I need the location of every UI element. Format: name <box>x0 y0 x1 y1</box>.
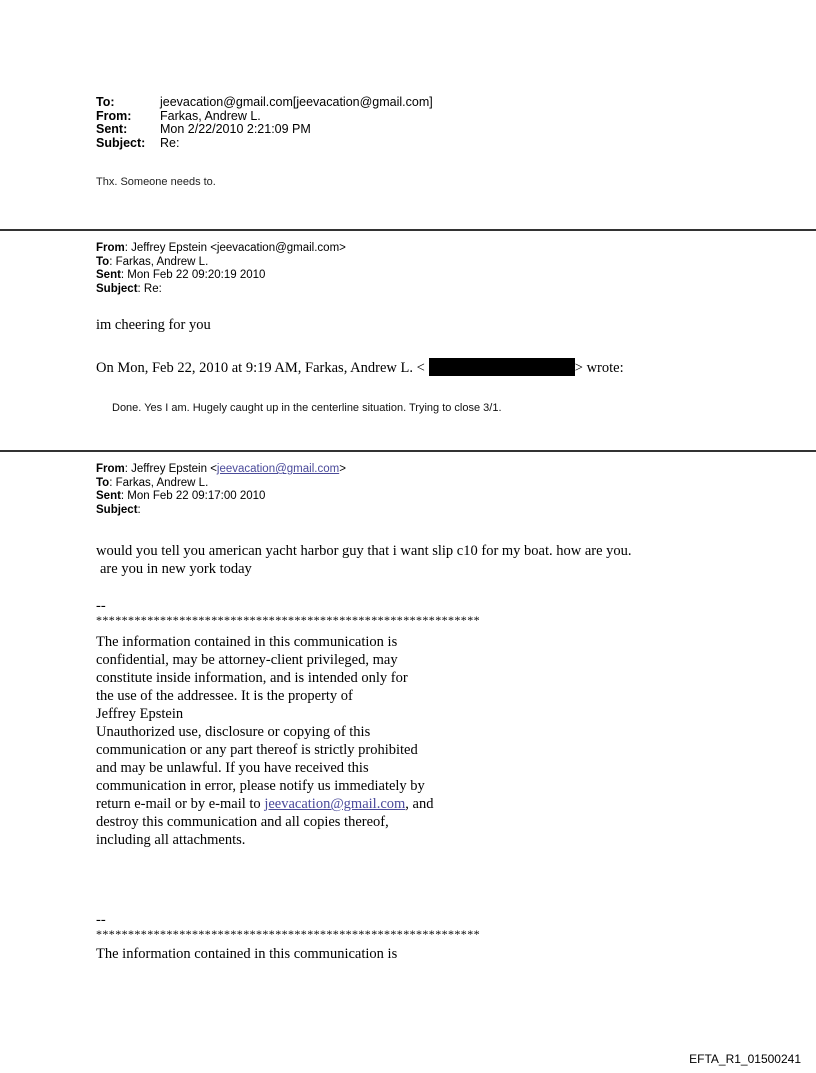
disclaimer-line: Jeffrey Epstein <box>96 706 184 722</box>
email1-body: Thx. Someone needs to. <box>96 176 216 188</box>
redaction-box <box>429 358 575 376</box>
from-label: From: <box>96 108 132 123</box>
email3-body-line2: are you in new york today <box>100 561 252 577</box>
subject-value: Re: <box>160 135 180 150</box>
disclaimer-line: destroy this communication and all copies thereof, <box>96 814 389 830</box>
subject-label: Subject <box>96 282 138 295</box>
to-value: jeevacation@gmail.com[jeevacation@gmail.com] <box>160 95 433 109</box>
from-suffix: > <box>339 463 346 475</box>
disclaimer-line: including all attachments. <box>96 832 246 848</box>
disclaimer-email-link[interactable]: jeevacation@gmail.com <box>264 796 406 812</box>
disclaimer-line: constitute inside information, and is intended only for <box>96 670 408 686</box>
sent-value: : Mon Feb 22 09:20:19 2010 <box>120 269 266 281</box>
email3-to-row <box>96 477 346 491</box>
sent-value: : Mon Feb 22 09:17:00 2010 <box>120 490 266 502</box>
from-email-link[interactable]: jeevacation@gmail.com <box>216 463 340 475</box>
subject-label: Subject <box>96 503 138 516</box>
divider-1 <box>0 229 816 231</box>
email2-to-row <box>96 256 346 270</box>
disclaimer-line: The information contained in this communication is <box>96 634 398 650</box>
from-value: Farkas, Andrew L. <box>160 108 261 123</box>
sig-stars: ************************************************************ <box>96 613 480 627</box>
email2-subject-row <box>96 283 346 297</box>
email1-to-row <box>96 96 433 110</box>
email1-header <box>96 96 433 150</box>
email3-sent-row <box>96 490 346 504</box>
disclaimer-line: communication or any part thereof is strictly prohibited <box>96 742 418 758</box>
to-label: To <box>96 476 110 489</box>
to-value: : Farkas, Andrew L. <box>109 476 209 489</box>
sig2-dashes: -- <box>96 912 106 928</box>
email3-header <box>96 463 346 517</box>
from-label: From <box>96 463 125 475</box>
sent-value: Mon 2/22/2010 2:21:09 PM <box>160 122 311 136</box>
disclaimer-line: confidential, may be attorney-client privileged, may <box>96 652 398 668</box>
to-value: : Farkas, Andrew L. <box>109 255 209 268</box>
disclaimer-line: Unauthorized use, disclosure or copying of this <box>96 724 371 740</box>
subject-value: : <box>137 503 141 516</box>
email3-from-row <box>96 463 346 477</box>
disclaimer-line: communication in error, please notify us immediately by <box>96 778 425 794</box>
from-label: From <box>96 242 125 254</box>
sig-dashes: -- <box>96 598 106 614</box>
sent-label: Sent <box>96 269 121 281</box>
to-label: To: <box>96 95 115 109</box>
email3-subject-row <box>96 504 346 518</box>
disclaimer-email-suffix: , and <box>405 796 434 812</box>
disclaimer <box>96 633 433 849</box>
from-prefix: : Jeffrey Epstein < <box>124 463 217 475</box>
email2-sent-row <box>96 269 346 283</box>
email1-subject-row <box>96 137 433 151</box>
email1-from-row <box>96 110 433 124</box>
quote-intro-text: On Mon, Feb 22, 2010 at 9:19 AM, Farkas, Andrew L. < <box>96 360 425 376</box>
email2-quote-body: Done. Yes I am. Hugely caught up in the centerline situation. Trying to close 3/1. <box>112 402 502 414</box>
subject-value: : Re: <box>137 282 162 295</box>
to-label: To <box>96 255 110 268</box>
sig2-line: The information contained in this communication is <box>96 946 398 962</box>
email2-body: im cheering for you <box>96 317 211 333</box>
disclaimer-line: the use of the addressee. It is the property of <box>96 688 353 704</box>
disclaimer-email-line <box>96 795 433 813</box>
subject-label: Subject: <box>96 135 146 150</box>
email2-quote-intro <box>96 358 624 377</box>
email1-sent-row <box>96 123 433 137</box>
sent-label: Sent: <box>96 122 128 136</box>
divider-2 <box>0 450 816 452</box>
sig2-stars: ************************************************************ <box>96 927 480 941</box>
bates-number: EFTA_R1_01500241 <box>689 1052 801 1066</box>
from-value: : Jeffrey Epstein <jeevacation@gmail.com> <box>124 242 346 254</box>
sent-label: Sent <box>96 490 121 502</box>
email2-from-row <box>96 242 346 256</box>
disclaimer-email-prefix: return e-mail or by e-mail to <box>96 796 265 812</box>
disclaimer-line: and may be unlawful. If you have received this <box>96 760 369 776</box>
email3-body-line1: would you tell you american yacht harbor guy that i want slip c10 for my boat. how are you. <box>96 543 632 559</box>
email2-header <box>96 242 346 296</box>
quote-wrote-text: > wrote: <box>574 360 624 376</box>
